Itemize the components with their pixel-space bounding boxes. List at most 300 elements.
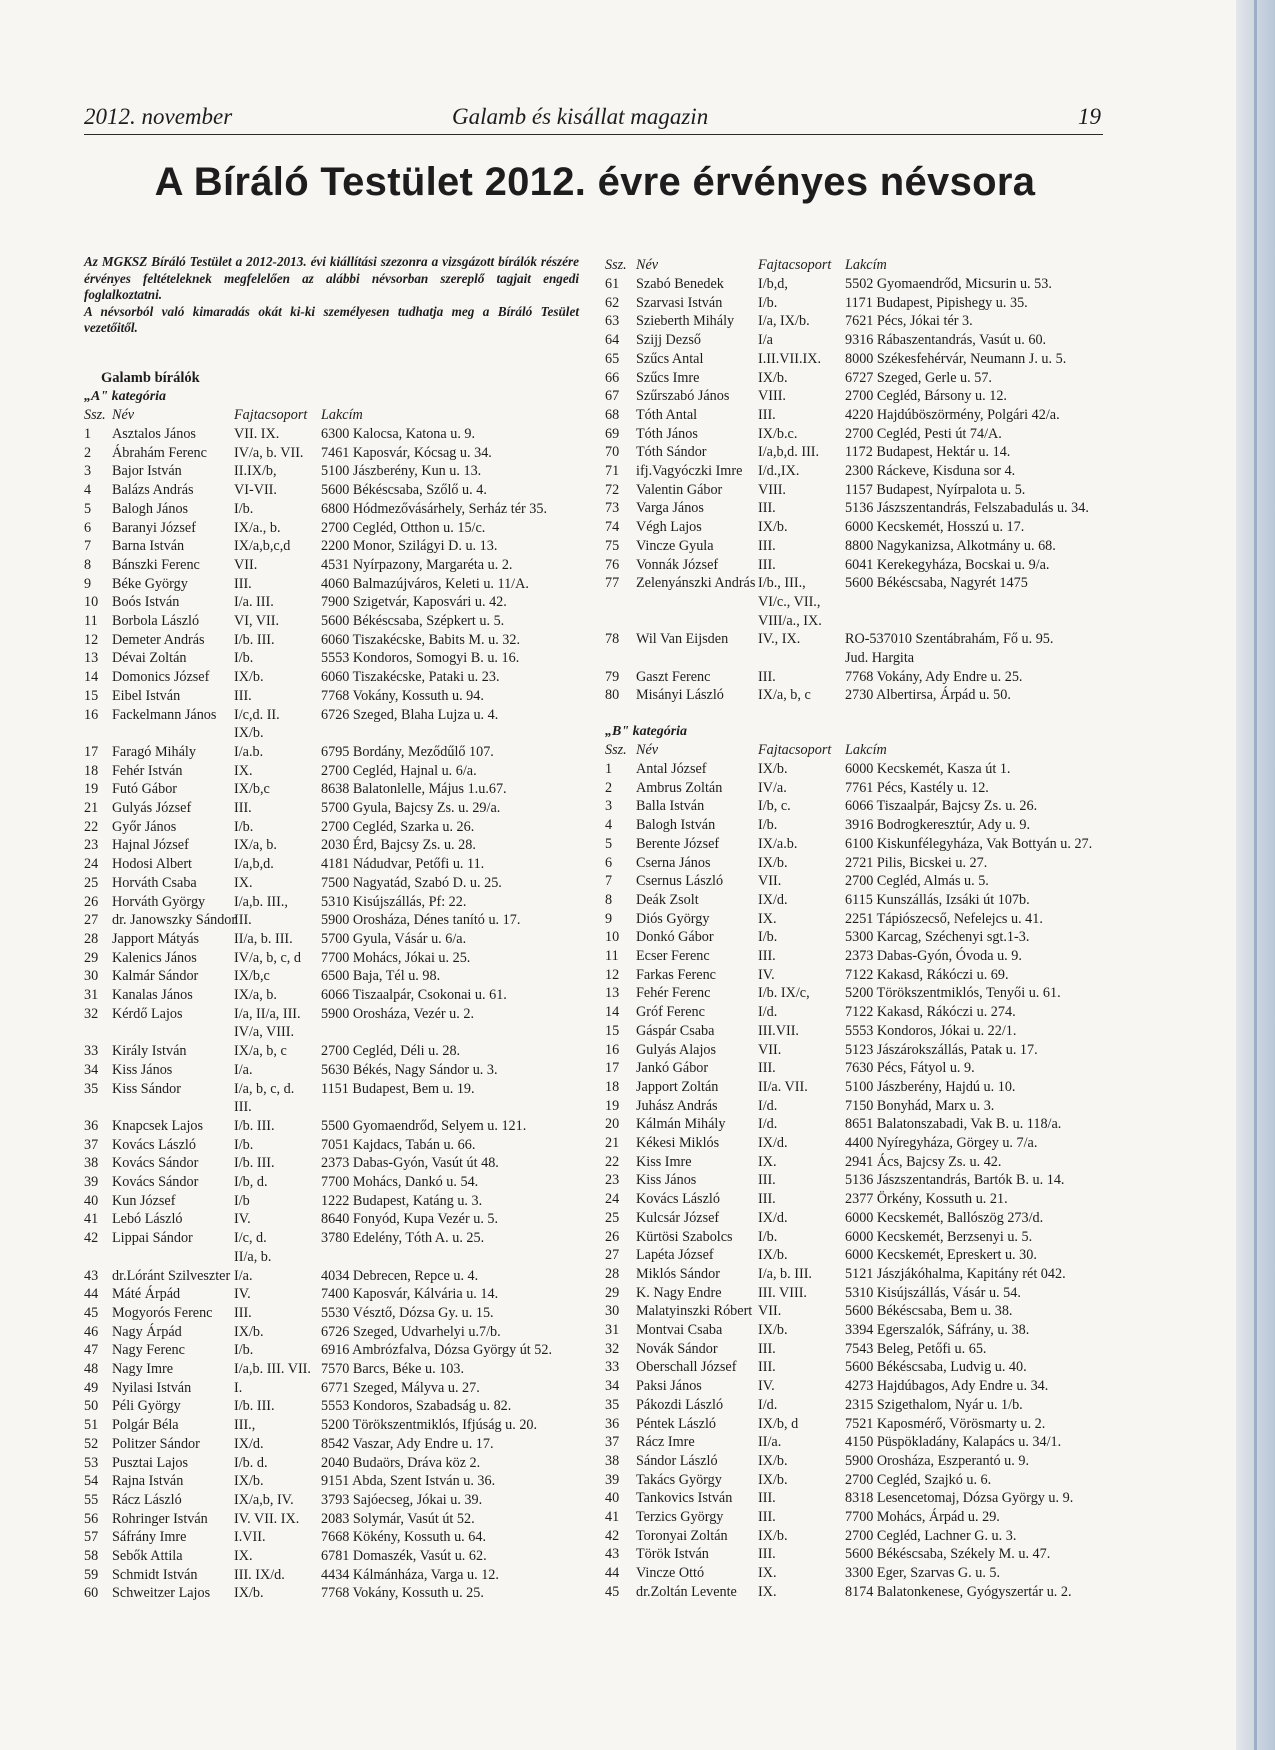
entry-name: Kérdő Lajos (112, 1005, 183, 1022)
entry-group: IV/a, b, c, d (234, 949, 301, 966)
col-num: Ssz. (84, 407, 106, 423)
entry-group: I/c, d. (234, 1230, 267, 1247)
entry-name: Szabó Benedek (636, 276, 724, 292)
entry-number: 23 (84, 837, 99, 854)
entry-group: I/a.b. (234, 743, 264, 760)
entry-number: 3 (84, 463, 92, 480)
entry-address: 7700 Mohács, Jókai u. 25. (321, 949, 471, 966)
entry-name: Miklós Sándor (636, 1265, 720, 1282)
entry-name: Kovács Sándor (112, 1174, 199, 1190)
entry-name: Kiss Imre (636, 1153, 692, 1170)
entry-number: 60 (84, 1585, 99, 1602)
entry-name: Péli György (112, 1398, 181, 1415)
entry-number: 22 (84, 818, 99, 835)
entry-name: Kanalas János (112, 987, 193, 1003)
entry-group: IX/b,c (234, 968, 270, 985)
entry-number: 21 (84, 800, 99, 816)
entry-number: 13 (605, 985, 620, 1002)
col-group: Fajtacsoport (758, 257, 832, 273)
entry-name: Kovács László (112, 1136, 196, 1153)
entry-number: 48 (84, 1361, 99, 1377)
col-group: Fajtacsoport (234, 407, 308, 423)
entry-name: Balázs András (112, 482, 194, 499)
entry-address: 2721 Pilis, Bicskei u. 27. (845, 854, 988, 871)
entry-number: 16 (84, 706, 99, 723)
entry-number: 62 (605, 294, 620, 311)
entry-number: 41 (605, 1509, 620, 1525)
entry-group: III. VIII. (758, 1284, 807, 1301)
entry-address: 7668 Kökény, Kossuth u. 64. (321, 1529, 486, 1546)
entry-number: 10 (84, 594, 99, 611)
entry-address: 7768 Vokány, Kossuth u. 94. (321, 687, 484, 704)
entry-group: IX/a, b. (234, 837, 277, 854)
entry-group: III. (758, 1509, 776, 1525)
entry-number: 80 (605, 687, 620, 704)
entry-number: 14 (605, 1004, 620, 1021)
entry-address: 2300 Ráckeve, Kisduna sor 4. (845, 463, 1016, 479)
entry-number: 26 (605, 1228, 620, 1245)
entry-address: 8000 Székesfehérvár, Neumann J. u. 5. (845, 350, 1067, 367)
entry-group: I/a,b. III. VII. (234, 1361, 311, 1377)
entry-number: 10 (605, 929, 620, 946)
entry-number: 38 (84, 1155, 99, 1172)
entry-group: I/a,b. III., (234, 893, 288, 910)
entry-group: IX/a,b, IV. (234, 1491, 294, 1508)
entry-address: 6100 Kiskunfélegyháza, Vak Bottyán u. 27. (845, 835, 1093, 852)
entry-address: 2941 Ács, Bajcsy Zs. u. 42. (845, 1153, 1002, 1170)
entry-group: IX. (234, 762, 253, 779)
entry-group: II/a. (758, 1434, 782, 1451)
entry-number: 42 (84, 1230, 99, 1247)
entry-address: 7768 Vokány, Ady Endre u. 25. (845, 668, 1023, 685)
entry-name: Japport Mátyás (112, 930, 200, 947)
entry-address: 5310 Kisújszállás, Pf: 22. (321, 893, 467, 910)
entry-address: 2373 Dabas-Gyón, Vasút út 48. (321, 1155, 499, 1172)
entry-group: IX/a, b, c (234, 1043, 287, 1060)
entry-address: 6000 Kecskemét, Berzsenyi u. 5. (845, 1228, 1033, 1245)
entry-address: 4531 Nyírpazony, Margaréta u. 2. (321, 556, 513, 573)
entry-address: 3780 Edelény, Tóth A. u. 25. (321, 1230, 485, 1247)
entry-group: I/b., III., (758, 575, 806, 592)
entry-address: 5200 Törökszentmiklós, Tenyői u. 61. (845, 985, 1061, 1002)
entry-number: 35 (84, 1080, 99, 1097)
entry-group: I/b. IX/c, (758, 985, 810, 1002)
entry-name: Kalmár Sándor (112, 968, 199, 985)
entry-address: 7461 Kaposvár, Kócsag u. 34. (321, 444, 492, 461)
entry-group: III. (758, 1546, 776, 1563)
entry-name: Nagy Ferenc (112, 1342, 185, 1359)
entry-group: IV/a, b. VII. (234, 444, 304, 461)
col-name: Név (636, 742, 659, 758)
entry-address: 2700 Cegléd, Lachner G. u. 3. (845, 1527, 1017, 1544)
entry-group: IX/b. (758, 854, 788, 871)
entry-name: Kovács László (636, 1191, 720, 1208)
entry-number: 57 (84, 1529, 99, 1546)
entry-address: 7400 Kaposvár, Kálvária u. 14. (321, 1286, 499, 1303)
entry-name: dr.Lóránt Szilveszter (112, 1267, 231, 1284)
entry-number: 44 (605, 1565, 620, 1582)
entry-name: Paksi János (636, 1378, 702, 1395)
entry-name: Domonics József (112, 669, 210, 686)
entry-name: dr.Zoltán Levente (636, 1583, 737, 1600)
entry-number: 61 (605, 276, 620, 292)
entry-name: Rohringer István (112, 1510, 208, 1527)
entry-address: 5100 Jászberény, Kun u. 13. (321, 463, 482, 480)
entry-number: 4 (84, 482, 92, 499)
col-address: Lakcím (321, 407, 363, 423)
entry-name: Szijj Dezső (636, 332, 702, 349)
entry-group: III. (234, 912, 252, 929)
entry-address: 7700 Mohács, Árpád u. 29. (845, 1509, 1000, 1525)
entry-name: Balogh János (112, 500, 189, 517)
entry-address: 8542 Vaszar, Ady Endre u. 17. (321, 1435, 494, 1452)
entry-group: III. (758, 1490, 776, 1507)
entry-address: 7630 Pécs, Fátyol u. 9. (845, 1060, 975, 1077)
entry-name: Vincze Gyula (636, 537, 714, 554)
entry-group: IX/b. (234, 1473, 264, 1490)
entry-name: Máté Árpád (112, 1286, 181, 1303)
entry-address: 4400 Nyíregyháza, Görgey u. 7/a. (845, 1135, 1038, 1151)
entry-name: Dévai Zoltán (112, 650, 187, 667)
entry-name: Sebők Attila (112, 1548, 183, 1564)
entry-number: 11 (84, 613, 98, 629)
entry-group: IX/b. (758, 1247, 788, 1264)
entry-number: 72 (605, 481, 620, 498)
entry-number: 11 (605, 948, 619, 964)
entry-group: III. (758, 948, 776, 964)
entry-name: Horváth Csaba (112, 874, 197, 891)
entry-address: 6500 Baja, Tél u. 98. (321, 968, 441, 985)
entry-number: 34 (84, 1061, 99, 1078)
col-num: Ssz. (605, 742, 627, 758)
entry-number: 52 (84, 1435, 99, 1452)
entry-address: 5600 Békéscsaba, Bem u. 38. (845, 1303, 1013, 1320)
entry-name: Szűcs Antal (636, 350, 704, 367)
entry-name: Politzer Sándor (112, 1435, 200, 1452)
entry-name: Polgár Béla (112, 1417, 179, 1434)
entry-name: Bajor István (112, 463, 182, 480)
entry-number: 38 (605, 1452, 620, 1469)
entry-name: Mogyorós Ferenc (112, 1304, 213, 1321)
entry-group: I/a,b,d. III. (758, 444, 820, 461)
entry-number: 24 (605, 1191, 620, 1208)
entry-name: Nagy Árpád (112, 1323, 182, 1340)
entry-address: 6300 Kalocsa, Katona u. 9. (321, 426, 476, 442)
entry-address: 2700 Cegléd, Déli u. 28. (321, 1043, 461, 1060)
entry-address: 7150 Bonyhád, Marx u. 3. (845, 1097, 995, 1114)
entry-group: IX/b. (234, 725, 264, 742)
entry-name: Hodosi Albert (112, 856, 192, 873)
entry-group: VII. IX. (234, 426, 280, 442)
entry-group: III. (234, 1099, 252, 1116)
entry-number: 66 (605, 369, 620, 386)
entry-name: Japport Zoltán (636, 1078, 719, 1095)
entry-name: Nagy Imre (112, 1361, 174, 1377)
entry-number: 20 (605, 1116, 620, 1133)
entry-number: 1 (84, 426, 92, 442)
entry-number: 12 (84, 631, 99, 648)
entry-address: 5500 Gyomaendrőd, Selyem u. 121. (321, 1117, 527, 1134)
entry-address: 3300 Eger, Szarvas G. u. 5. (845, 1565, 1001, 1582)
entry-address: 6916 Ambrózfalva, Dózsa György út 52. (321, 1342, 553, 1359)
entry-group: III. (234, 800, 252, 816)
entry-name: Lippai Sándor (112, 1230, 193, 1247)
entry-number: 30 (84, 968, 99, 985)
entry-number: 9 (605, 910, 613, 927)
entry-name: Fehér Ferenc (636, 985, 711, 1002)
entry-name: Takács György (636, 1471, 722, 1488)
entry-number: 67 (605, 388, 620, 405)
entry-number: 23 (605, 1172, 620, 1189)
entry-number: 32 (605, 1340, 620, 1357)
entry-group: IX. (758, 1583, 777, 1600)
entry-number: 15 (605, 1022, 620, 1039)
entry-name: Oberschall József (636, 1359, 737, 1376)
entry-group: VIII. (758, 481, 786, 498)
entry-name: Tóth Sándor (636, 444, 707, 461)
entry-group: VII. (758, 1041, 782, 1058)
entry-group: IX/b. (234, 669, 264, 686)
entry-address: 2377 Örkény, Kossuth u. 21. (845, 1191, 1008, 1208)
entry-group: IX/b. (758, 369, 788, 386)
entry-group: IX/b. (758, 1322, 788, 1338)
entry-address: 7122 Kakasd, Rákóczi u. 69. (845, 966, 1009, 983)
entry-name: Rácz László (112, 1491, 182, 1508)
entry-group: I/d. (758, 1004, 778, 1021)
entry-group: IX/b. (758, 1452, 788, 1469)
entry-address: 7700 Mohács, Dankó u. 54. (321, 1174, 479, 1190)
page-title: A Bíráló Testület 2012. évre érvényes névsora (154, 160, 1036, 204)
entry-address: 2700 Cegléd, Bársony u. 12. (845, 388, 1007, 405)
entry-name: Vonnák József (636, 556, 719, 573)
entry-address: 9151 Abda, Szent István u. 36. (321, 1473, 496, 1490)
entry-number: 9 (84, 575, 92, 592)
entry-group: IX. (234, 1548, 253, 1564)
entry-name: Asztalos János (112, 426, 196, 442)
entry-number: 55 (84, 1491, 99, 1508)
entry-number: 68 (605, 406, 620, 423)
entry-address: 2083 Solymár, Vasút út 52. (321, 1510, 475, 1527)
entry-number: 70 (605, 444, 620, 461)
entry-name: Lapéta József (636, 1247, 714, 1264)
entry-number: 18 (84, 762, 99, 779)
entry-group: IV. VII. IX. (234, 1510, 300, 1527)
entry-name: Kulcsár József (636, 1209, 720, 1226)
entry-group: IX/b,c (234, 781, 270, 798)
entry-group: I/b. (234, 650, 254, 667)
entry-name: Ambrus Zoltán (636, 779, 723, 796)
entry-name: Hajnal József (112, 837, 189, 854)
entry-number: 16 (605, 1041, 620, 1058)
entry-number: 28 (605, 1265, 620, 1282)
entry-group: IV. (758, 1378, 775, 1395)
entry-address: 6771 Szeged, Mályva u. 27. (321, 1379, 480, 1396)
header-magazine: Galamb és kisállat magazin (452, 104, 709, 129)
header-date: 2012. november (84, 104, 233, 129)
entry-name: Csernus László (636, 873, 724, 890)
entry-address: 4034 Debrecen, Repce u. 4. (321, 1267, 479, 1284)
entry-address: 4273 Hajdúbagos, Ady Endre u. 34. (845, 1378, 1049, 1395)
entry-number: 35 (605, 1396, 620, 1413)
entry-name: Bánszki Ferenc (112, 556, 200, 573)
entry-address: 4181 Nádudvar, Petőfi u. 11. (321, 856, 485, 873)
col-address: Lakcím (845, 257, 887, 273)
entry-address: 5200 Törökszentmiklós, Ifjúság u. 20. (321, 1417, 538, 1434)
entry-address: 1151 Budapest, Bem u. 19. (321, 1080, 475, 1097)
entry-address: 7621 Pécs, Jókai tér 3. (845, 313, 973, 330)
intro-paragraph-1: Az MGKSZ Bíráló Testület a 2012-2013. évi kiállítási szezonra a vizsgázott bírálók részére érvényes feltételeknek megfelelően az alábbi névsorban szereplő tagjait engedi foglalkoztatni. (84, 254, 579, 302)
header-page-number: 19 (1078, 104, 1101, 129)
entry-group: I/b,d, (758, 276, 788, 292)
entry-group: I/b. (758, 1228, 778, 1245)
entry-group: III. (758, 406, 776, 423)
entry-address: 5600 Békéscsaba, Szépkert u. 5. (321, 613, 505, 629)
entry-address: 6000 Kecskemét, Hosszú u. 17. (845, 519, 1025, 536)
entry-name: Knapcsek Lajos (112, 1117, 204, 1134)
entry-number: 21 (605, 1135, 620, 1151)
entry-number: 41 (84, 1211, 99, 1228)
entry-name: Gulyás Alajos (636, 1041, 716, 1058)
entry-group: I/a, b, c, d. (234, 1080, 295, 1097)
entry-name: Demeter András (112, 631, 205, 648)
entry-group: II/a, b. III. (234, 930, 293, 947)
entry-number: 74 (605, 519, 620, 536)
category-a-title: „A" kategória (84, 389, 167, 404)
entry-number: 64 (605, 332, 620, 349)
entry-name: Eibel István (112, 687, 181, 704)
entry-name: Boós István (112, 594, 180, 611)
entry-address: 2700 Cegléd, Szarka u. 26. (321, 818, 475, 835)
col-group: Fajtacsoport (758, 742, 832, 758)
entry-name: Király István (112, 1043, 187, 1060)
entry-address: 7900 Szigetvár, Kaposvári u. 42. (321, 594, 507, 611)
entry-address: 5600 Békéscsaba, Szőlő u. 4. (321, 482, 487, 499)
entry-name: Győr János (112, 818, 177, 835)
entry-name: ifj.Vagyóczki Imre (636, 463, 743, 479)
entry-number: 45 (605, 1583, 620, 1600)
entry-group: III. (758, 1359, 776, 1376)
entry-group: VI-VII. (234, 482, 277, 499)
entry-address: 1171 Budapest, Pipishegy u. 35. (845, 294, 1028, 311)
entry-name: Juhász András (636, 1097, 718, 1114)
entry-group: I/b. (758, 817, 778, 834)
col-address: Lakcím (845, 742, 887, 758)
entry-group: I/b. (758, 929, 778, 946)
entry-name: Futó Gábor (112, 781, 178, 798)
entry-group: IX/b. (758, 1527, 788, 1544)
col-num: Ssz. (605, 257, 627, 273)
entry-group: IX/a.b. (758, 835, 798, 852)
entry-number: 45 (84, 1304, 99, 1321)
entry-number: 32 (84, 1005, 99, 1022)
entry-group: IX/a., b. (234, 519, 281, 536)
entry-address: 5900 Orosháza, Vezér u. 2. (321, 1005, 474, 1022)
entry-group: I/b. d. (234, 1454, 268, 1471)
entry-number: 33 (84, 1043, 99, 1060)
entry-address: 2700 Cegléd, Szajkó u. 6. (845, 1471, 992, 1488)
entry-address: 6041 Kerekegyháza, Bocskai u. 9/a. (845, 556, 1050, 573)
entry-number: 69 (605, 425, 620, 442)
entry-number: 19 (605, 1097, 620, 1114)
entry-name: Kálmán Mihály (636, 1116, 726, 1133)
entry-address: 1172 Budapest, Hektár u. 14. (845, 444, 1011, 461)
entry-address: 7500 Nagyatád, Szabó D. u. 25. (321, 874, 502, 891)
entry-name: Rácz Imre (636, 1434, 695, 1451)
entry-number: 33 (605, 1359, 620, 1376)
entry-number: 25 (84, 874, 99, 891)
entry-number: 2 (605, 779, 613, 796)
entry-address: 5530 Vésztő, Dózsa Gy. u. 15. (321, 1304, 494, 1321)
entry-address: 5136 Jászszentandrás, Bartók B. u. 14. (845, 1172, 1065, 1189)
entry-group: IX/b. (758, 761, 788, 777)
entry-number: 42 (605, 1527, 620, 1544)
entry-address: 8638 Balatonlelle, Május 1.u.67. (321, 781, 507, 798)
entry-group: IX/d. (758, 891, 788, 908)
entry-name: Donkó Gábor (636, 929, 714, 946)
entry-group: IX. (758, 1153, 777, 1170)
entry-group: I/d.,IX. (758, 463, 800, 479)
entry-name: Gaszt Ferenc (636, 668, 711, 685)
entry-address: 4220 Hajdúböszörmény, Polgári 42/a. (845, 406, 1060, 423)
entry-name: Wil Van Eijsden (636, 631, 729, 648)
entry-address: 5600 Békéscsaba, Ludvig u. 40. (845, 1359, 1027, 1376)
entry-name: Vincze Ottó (636, 1565, 705, 1582)
entry-group: I/b. III. (234, 631, 275, 648)
entry-group: IX/b. (234, 1585, 264, 1602)
entry-group: I/b. III. (234, 1155, 275, 1172)
entry-group: IX/a, b. (234, 987, 277, 1003)
entry-address: 9316 Rábaszentandrás, Vasút u. 60. (845, 332, 1047, 349)
entry-address: 1157 Budapest, Nyírpalota u. 5. (845, 481, 1026, 498)
entry-name: Balla István (636, 798, 705, 815)
entry-address: 5502 Gyomaendrőd, Micsurin u. 53. (845, 276, 1052, 292)
entry-number: 77 (605, 575, 620, 592)
entry-address: 6115 Kunszállás, Izsáki út 107b. (845, 891, 1030, 908)
entry-number: 51 (84, 1417, 99, 1434)
entry-group: I/a, II/a, III. (234, 1005, 301, 1022)
entry-address: 2700 Cegléd, Pesti út 74/A. (845, 425, 1002, 442)
entry-name: Kovács Sándor (112, 1155, 199, 1172)
entry-group: VI/c., VII., (758, 593, 821, 610)
entry-number: 6 (84, 519, 92, 536)
entry-number: 63 (605, 313, 620, 330)
entry-number: 2 (84, 444, 92, 461)
entry-number: 17 (84, 743, 99, 760)
entry-name: Varga János (636, 500, 704, 517)
entry-number: 8 (84, 556, 92, 573)
entry-address: 2700 Cegléd, Otthon u. 15/c. (321, 519, 486, 536)
entry-address: 5136 Jászszentandrás, Felszabadulás u. 34. (845, 500, 1089, 517)
entry-address: 7051 Kajdacs, Tabán u. 66. (321, 1136, 476, 1153)
entry-name: Baranyi József (112, 519, 196, 536)
entry-number: 8 (605, 891, 613, 908)
entry-address: 5700 Gyula, Vásár u. 6/a. (321, 930, 467, 947)
entry-group: I/d. (758, 1097, 778, 1114)
entry-number: 29 (605, 1284, 620, 1301)
entry-address: Jud. Hargita (845, 650, 915, 666)
page-edge-line (1254, 0, 1257, 1750)
entry-name: Pusztai Lajos (112, 1454, 189, 1471)
entry-group: III. (758, 537, 776, 554)
entry-name: Schmidt István (112, 1566, 198, 1583)
entry-address: 6060 Tiszakécske, Babits M. u. 32. (321, 631, 521, 648)
entry-address: 5553 Kondoros, Jókai u. 22/1. (845, 1022, 1017, 1039)
entry-name: Kun József (112, 1192, 176, 1209)
entry-address: 5900 Orosháza, Dénes tanító u. 17. (321, 912, 521, 929)
entry-number: 79 (605, 668, 620, 685)
entry-name: Novák Sándor (636, 1340, 718, 1357)
entry-group: IX/d. (758, 1209, 788, 1226)
